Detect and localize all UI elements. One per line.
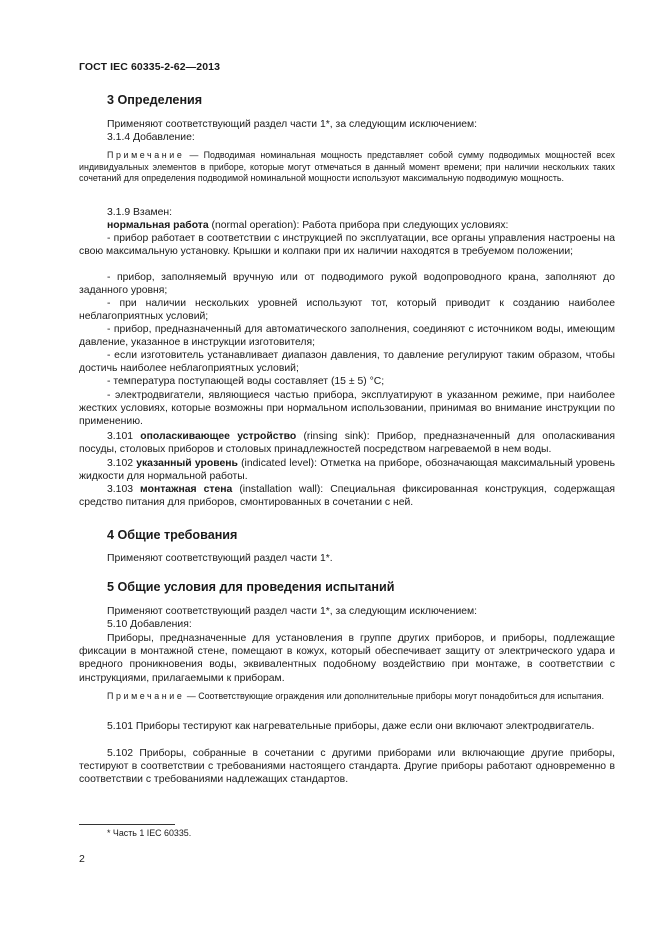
section-5-title: 5 Общие условия для проведения испытаний [107,580,395,594]
note-label: Примечание [107,150,185,160]
section-3-intro: Применяют соответствующий раздел части 1*, за следующим исключением: [107,119,478,130]
bullet-item: - прибор работает в соответствии с инструкцией по эксплуатации, все органы управления настроены на свою максимальную установку. Крышки и колпаки при их наличии находятся в требуемом положении; [79,233,615,258]
definition-rinsing-sink: 3.101 ополаскивающее устройство (rinsing sink): Прибор, предназначенный для ополаскивания посуды, столовых приборов и столовых принадлежностей посредством нагреваемой в нем воды. [79,431,615,456]
bullet-item: - прибор, заполняемый вручную или от подводимого рукой водопроводного крана, заполняют до заданного уровня; [79,272,615,297]
footnote: * Часть 1 IEC 60335. [107,828,192,838]
paragraph-5-10: Приборы, предназначенные для установления в группе других приборов, и приборы, подлежащие фиксации в монтажной стене, помещают в кожух, который обеспечивает защиту от электрического удара и вредного проникновения воды, эквивалентных подобному воздействию при монтаже, в соответствии с инструкциями, прилагаемыми к приборам. [79,633,615,684]
bullet-item: - температура поступающей воды составляет (15 ± 5) °C; [107,376,385,387]
definition-indicated-level: 3.102 указанный уровень (indicated level): Отметка на приборе, обозначающая максимальный уровень жидкости для нормальной работы. [79,458,616,483]
item-3-1-4: 3.1.4 Добавление: [107,132,195,143]
bullet-item: - электродвигатели, являющиеся частью прибора, эксплуатируют в указанном режиме, при наиболее жестких условиях, которые возможны при нормальном использовании, принимая во внимание инструкции по применению. [79,390,615,428]
note-5-10: Примечание — Соответствующие ограждения или дополнительные приборы могут понадобиться для испытания. [107,691,605,701]
section-4-text: Применяют соответствующий раздел части 1*. [107,553,333,564]
note-text: Соответствующие ограждения или дополнительные приборы могут понадобиться для испытания. [198,691,605,701]
note-label: Примечание [107,691,185,701]
definition-normal-operation: нормальная работа (normal operation): Работа прибора при следующих условиях: [107,220,509,231]
document-header: ГОСТ IEC 60335-2-62—2013 [79,61,221,73]
definition-installation-wall: 3.103 монтажная стена (installation wall): Специальная фиксированная конструкция, содержащая средство питания для приборов, смонтированных в сочетании с ней. [79,484,615,509]
section-4-title: 4 Общие требования [107,528,238,542]
bullet-item: - если изготовитель устанавливает диапазон давления, то давление регулируют таким образом, чтобы достичь наиболее неблагоприятных условий; [79,350,615,375]
item-5-102: 5.102 Приборы, собранные в сочетании с другими приборами или включающие другие приборы, тестируют в соответствии с требованиями настоящего стандарта. Другие приборы работают одновременно в соответствии с требованиями надлежащих стандартов. [79,748,615,786]
item-3-1-9: 3.1.9 Взамен: [107,207,173,218]
section-5-intro: Применяют соответствующий раздел части 1*, за следующим исключением: [107,606,478,617]
page-number: 2 [79,853,85,865]
section-3-title: 3 Определения [107,93,203,107]
item-5-101: 5.101 Приборы тестируют как нагревательные приборы, даже если они включают электродвигатель. [107,721,595,732]
bullet-item: - при наличии нескольких уровней используют тот, который приводит к созданию наиболее неблагоприятных условий; [79,298,615,323]
note-3-1-4: Примечание — Подводимая номинальная мощность представляет собой сумму подводимых мощностей всех индивидуальных элементов в приборе, которые могут отмечаться в данный момент времени; при наличии нескольких таких сочетаний для определения подводимой номинальной мощности используют максимальную подводимую мощность. [79,150,615,184]
bullet-item: - прибор, предназначенный для автоматического заполнения, соединяют с источником воды, имеющим давление, указанное в инструкции изготовителя; [79,324,615,349]
note-text: Подводимая номинальная мощность представляет собой сумму подводимых мощностей всех индивидуальных элементов в приборе, которые могут отмечаться в данный момент времени; при наличии нескольких таких сочетаний для определения подводимой номинальной мощности используют максимальную подводимую мощность. [79,150,615,184]
item-5-10: 5.10 Добавления: [107,619,192,630]
term-normal-operation: нормальная работа [107,220,209,231]
footnote-divider [79,824,175,825]
